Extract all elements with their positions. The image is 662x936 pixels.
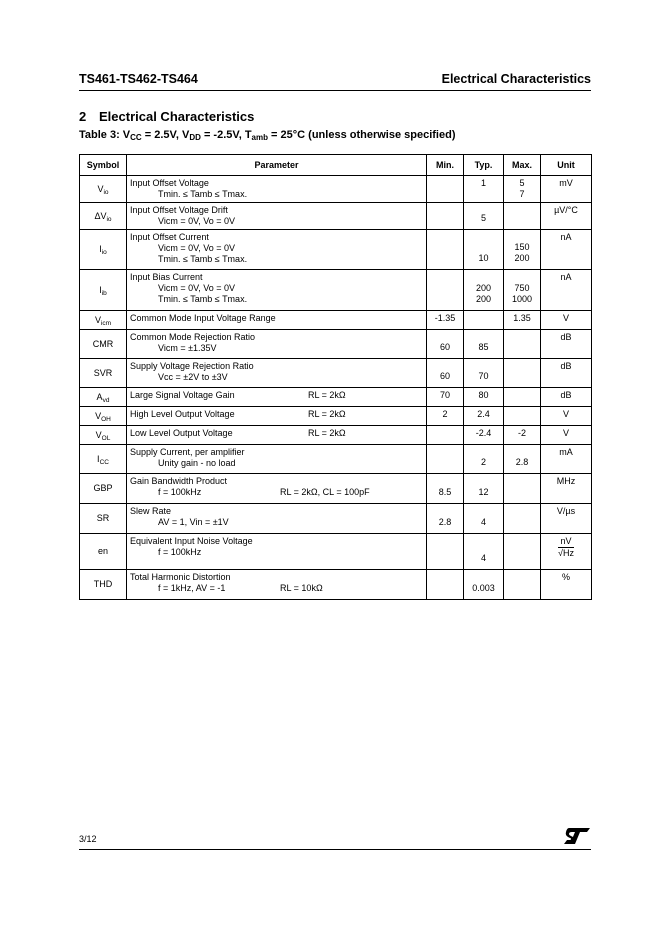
symbol-text: ΔV: [94, 210, 107, 221]
unit-cell: [541, 445, 592, 474]
max-cell: 150 200: [504, 230, 541, 270]
parameter-sub-line: [130, 283, 423, 294]
typ-cell: 10: [464, 230, 504, 270]
symbol-cell: [80, 359, 127, 388]
test-condition: RL = 2kΩ: [308, 428, 346, 438]
max-cell: 750 1000: [504, 270, 541, 311]
column-header-min: Min.: [427, 155, 464, 176]
parameter-cell: [127, 426, 427, 445]
parameter-cell: [127, 176, 427, 203]
parameter-name: Input Offset Voltage Drift: [130, 205, 228, 215]
symbol-subscript: vd: [102, 396, 110, 404]
symbol-subscript: OL: [101, 434, 111, 442]
unit-text: nA: [560, 272, 572, 282]
section-heading: [79, 109, 254, 124]
test-condition: RL = 10kΩ: [280, 583, 323, 593]
parameter-condition: f = 100kHz: [158, 547, 202, 557]
caption-sub-tamb: amb: [251, 133, 268, 142]
symbol-text: I: [99, 244, 102, 254]
unit-text: nA: [560, 232, 572, 242]
unit-cell: [541, 504, 592, 534]
parameter-condition: Vicm = 0V, Vo = 0V: [158, 216, 236, 226]
max-cell: [504, 203, 541, 230]
table-header-row: [80, 155, 592, 176]
symbol-subscript: io: [106, 215, 112, 223]
electrical-characteristics-table: [79, 154, 592, 600]
symbol-subscript: CC: [99, 458, 109, 466]
parameter-cell: [127, 534, 427, 570]
table-row: [80, 407, 592, 426]
footer-rule: [79, 849, 591, 850]
typ-cell: 4: [464, 534, 504, 570]
typ-cell: 4: [464, 504, 504, 534]
typ-cell: 200 200: [464, 270, 504, 311]
parameter-line: [130, 232, 423, 243]
unit-cell: [541, 176, 592, 203]
parameter-cell: [127, 407, 427, 426]
typ-cell: 80: [464, 388, 504, 407]
min-cell: [427, 203, 464, 230]
caption-sub-vdd: DD: [189, 133, 201, 142]
parameter-sub-line: [130, 517, 423, 528]
parameter-name: Input Offset Current: [130, 232, 209, 242]
symbol-cell: [80, 270, 127, 311]
parameter-cell: [127, 203, 427, 230]
symbol-cell: [80, 203, 127, 230]
min-cell: [427, 534, 464, 570]
symbol-text: THD: [93, 579, 113, 589]
symbol-text: SR: [96, 513, 110, 523]
unit-text: MHz: [556, 476, 576, 486]
parameter-line: [130, 536, 423, 547]
parameter-line: [130, 361, 423, 372]
parameter-sub-line: [130, 294, 423, 305]
symbol-subscript: ib: [101, 289, 107, 297]
symbol-text: V: [97, 183, 104, 194]
max-cell: 1.35: [504, 311, 541, 330]
unit-text: µV/°C: [554, 205, 578, 215]
parameter-name: Large Signal Voltage Gain: [130, 390, 235, 400]
parameter-condition: Vicm = 0V, Vo = 0V: [158, 243, 236, 253]
parameter-cell: [127, 359, 427, 388]
symbol-text: I: [97, 453, 100, 464]
column-header-unit: Unit: [541, 155, 592, 176]
table-row: [80, 203, 592, 230]
unit-cell: [541, 407, 592, 426]
typ-cell: 85: [464, 330, 504, 359]
symbol-subscript: io: [103, 188, 109, 196]
unit-text: V: [562, 428, 569, 438]
parameter-cell: [127, 570, 427, 600]
table-row: [80, 176, 592, 203]
unit-text: V: [562, 313, 569, 323]
typ-cell: 12: [464, 474, 504, 504]
parameter-condition: Tmin. ≤ Tamb ≤ Tmax.: [158, 254, 248, 264]
column-header-parameter: Parameter: [127, 155, 427, 176]
symbol-cell: [80, 230, 127, 270]
parameter-sub-line: [130, 243, 423, 254]
table-row: [80, 359, 592, 388]
unit-text: dB: [560, 390, 572, 400]
unit-cell: [541, 426, 592, 445]
parameter-condition: Vicm = 0V, Vo = 0V: [158, 283, 236, 293]
min-cell: 8.5: [427, 474, 464, 504]
parameter-cell: [127, 311, 427, 330]
parameter-name: Common Mode Input Voltage Range: [130, 313, 276, 323]
table-row: [80, 426, 592, 445]
parameter-line: [130, 313, 423, 324]
symbol-cell: [80, 504, 127, 534]
parameter-sub-line: [130, 216, 423, 227]
symbol-subscript: io: [101, 249, 107, 256]
typ-cell: 2.4: [464, 407, 504, 426]
parameter-sub-line: [130, 487, 423, 498]
unit-text: dB: [560, 361, 572, 371]
parameter-line: [130, 205, 423, 216]
parameter-line: [130, 428, 423, 439]
table-row: [80, 570, 592, 600]
table-row: [80, 474, 592, 504]
parameter-name: Total Harmonic Distortion: [130, 572, 231, 582]
parameter-cell: [127, 474, 427, 504]
symbol-text: GBP: [93, 483, 113, 493]
parameter-line: [130, 272, 423, 283]
parameter-name: Gain Bandwidth Product: [130, 476, 228, 486]
unit-cell: [541, 359, 592, 388]
column-header-max: Max.: [504, 155, 541, 176]
min-cell: 2: [427, 407, 464, 426]
max-cell: [504, 474, 541, 504]
unit-fraction: $\frac{nV}{√Hz}$: [558, 536, 574, 558]
caption-sub-vcc: CC: [130, 133, 142, 142]
min-cell: [427, 570, 464, 600]
column-header-typ: Typ.: [464, 155, 504, 176]
min-cell: [427, 426, 464, 445]
parameter-name: High Level Output Voltage: [130, 409, 235, 419]
caption-text-2: = 2.5V, V: [141, 129, 190, 141]
section-title: Electrical Characteristics: [99, 109, 255, 124]
symbol-cell: [80, 388, 127, 407]
unit-cell: [541, 534, 592, 570]
typ-cell: -2.4: [464, 426, 504, 445]
symbol-cell: [80, 311, 127, 330]
parameter-cell: [127, 330, 427, 359]
unit-cell: [541, 230, 592, 270]
parameter-sub-line: [130, 372, 423, 383]
min-cell: [427, 270, 464, 311]
parameter-sub-line: [130, 547, 423, 558]
parameter-line: [130, 447, 423, 458]
parameter-name: Slew Rate: [130, 506, 172, 516]
max-cell: [504, 359, 541, 388]
typ-cell: 1: [464, 176, 504, 203]
min-cell: 70: [427, 388, 464, 407]
min-cell: 60: [427, 359, 464, 388]
typ-cell: 2: [464, 445, 504, 474]
max-cell: [504, 504, 541, 534]
symbol-cell: [80, 534, 127, 570]
parameter-line: [130, 390, 423, 401]
symbol-cell: [80, 330, 127, 359]
max-cell: 2.8: [504, 445, 541, 474]
table-caption: [79, 129, 456, 141]
unit-text: dB: [560, 332, 572, 342]
unit-text: V: [562, 409, 569, 419]
table-row: [80, 445, 592, 474]
unit-text: V/µs: [556, 506, 576, 516]
parameter-condition: f = 100kHz: [158, 487, 202, 497]
test-condition: RL = 2kΩ: [308, 390, 346, 400]
table-row: [80, 330, 592, 359]
parameter-condition: Tmin. ≤ Tamb ≤ Tmax.: [158, 294, 248, 304]
unit-text: mV: [559, 178, 573, 188]
parameter-name: Supply Current, per amplifier: [130, 447, 245, 457]
typ-cell: [464, 311, 504, 330]
symbol-cell: [80, 445, 127, 474]
table-row: [80, 388, 592, 407]
table-row: [80, 504, 592, 534]
caption-text-1: Table 3: V: [79, 129, 131, 141]
symbol-text: V: [94, 314, 101, 325]
parameter-name: Low Level Output Voltage: [130, 428, 233, 438]
table-row: [80, 270, 592, 311]
parameter-name: Common Mode Rejection Ratio: [130, 332, 256, 342]
symbol-subscript: OH: [101, 415, 111, 423]
page-number: 3/12: [79, 834, 97, 844]
parameter-cell: [127, 445, 427, 474]
unit-cell: [541, 203, 592, 230]
unit-text: mA: [559, 447, 573, 457]
min-cell: [427, 445, 464, 474]
parameter-sub-line: [130, 458, 423, 469]
parameter-sub-line: [130, 254, 423, 265]
caption-text-3: = -2.5V, T: [200, 129, 252, 141]
unit-cell: [541, 270, 592, 311]
column-header-symbol: Symbol: [80, 155, 127, 176]
caption-text-4: = 25°C (unless otherwise specified): [268, 129, 456, 141]
min-cell: 2.8: [427, 504, 464, 534]
section-number: 2: [79, 109, 87, 124]
table-row: [80, 311, 592, 330]
max-cell: -2: [504, 426, 541, 445]
max-cell: [504, 570, 541, 600]
parameter-sub-line: [130, 583, 423, 594]
unit-cell: [541, 474, 592, 504]
header-part-number: TS461-TS462-TS464: [79, 72, 198, 86]
unit-cell: [541, 570, 592, 600]
parameter-cell: [127, 388, 427, 407]
parameter-condition: Tmin. ≤ Tamb ≤ Tmax.: [158, 189, 248, 199]
header-rule: [79, 90, 591, 91]
test-condition: RL = 2kΩ, CL = 100pF: [280, 487, 370, 497]
parameter-condition: Vicm = ±1.35V: [158, 343, 217, 353]
symbol-text: I: [99, 284, 102, 295]
symbol-cell: [80, 407, 127, 426]
unit-cell: [541, 388, 592, 407]
symbol-subscript: icm: [100, 319, 112, 327]
min-cell: [427, 230, 464, 270]
parameter-line: [130, 409, 423, 420]
table-row: [80, 230, 592, 270]
typ-cell: 5: [464, 203, 504, 230]
max-cell: 5 7: [504, 176, 541, 203]
parameter-name: Supply Voltage Rejection Ratio: [130, 361, 254, 371]
parameter-condition: Unity gain - no load: [158, 458, 236, 468]
parameter-line: [130, 506, 423, 517]
parameter-line: [130, 178, 423, 189]
symbol-text: V: [95, 410, 102, 421]
symbol-cell: [80, 570, 127, 600]
max-cell: [504, 407, 541, 426]
parameter-sub-line: [130, 189, 423, 200]
test-condition: RL = 2kΩ: [308, 409, 346, 419]
parameter-cell: [127, 270, 427, 311]
header-section-title: Electrical Characteristics: [441, 72, 591, 86]
parameter-name: Input Offset Voltage: [130, 178, 209, 188]
parameter-name: Input Bias Current: [130, 272, 203, 282]
unit-text: %: [561, 572, 570, 582]
min-cell: [427, 176, 464, 203]
parameter-condition: AV = 1, Vin = ±1V: [158, 517, 229, 527]
symbol-cell: [80, 474, 127, 504]
symbol-cell: [80, 176, 127, 203]
max-cell: [504, 330, 541, 359]
min-cell: 60: [427, 330, 464, 359]
typ-cell: 0.003: [464, 570, 504, 600]
symbol-text: CMR: [92, 338, 114, 349]
max-cell: [504, 534, 541, 570]
symbol-text: A: [96, 391, 103, 402]
symbol-text: V: [95, 429, 102, 440]
parameter-cell: [127, 504, 427, 534]
symbol-text: en: [97, 546, 108, 556]
symbol-cell: [80, 426, 127, 445]
parameter-condition: Vcc = ±2V to ±3V: [158, 372, 228, 382]
unit-cell: [541, 330, 592, 359]
parameter-cell: [127, 230, 427, 270]
parameter-sub-line: [130, 343, 423, 354]
symbol-text: SVR: [93, 367, 113, 378]
parameter-name: Equivalent Input Noise Voltage: [130, 536, 253, 546]
parameter-condition: f = 1kHz, AV = -1: [158, 583, 226, 593]
st-logo-icon: [563, 827, 591, 845]
table-row: [80, 534, 592, 570]
max-cell: [504, 388, 541, 407]
typ-cell: 70: [464, 359, 504, 388]
min-cell: -1.35: [427, 311, 464, 330]
parameter-line: [130, 332, 423, 343]
unit-cell: [541, 311, 592, 330]
parameter-line: [130, 572, 423, 583]
parameter-line: [130, 476, 423, 487]
